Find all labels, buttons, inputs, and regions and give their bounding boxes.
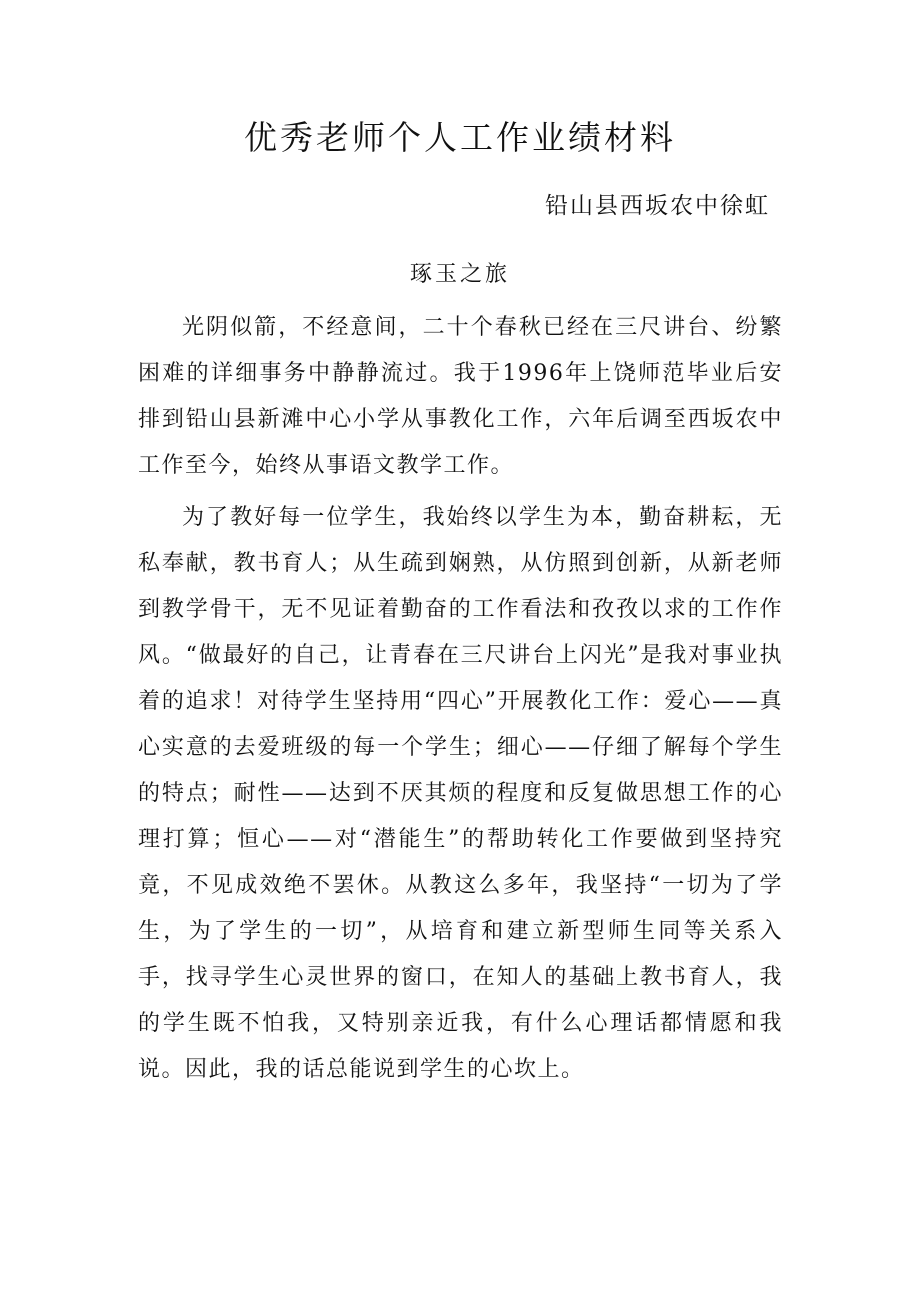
body-paragraph: 为了教好每一位学生，我始终以学生为本，勤奋耕耘，无私奉献，教书育人；从生疏到娴熟，从仿照到创新，从新老师到教学骨干，无不见证着勤奋的工作看法和孜孜以求的工作作风。“做最好的自己，让青春在三尺讲台上闪光”是我对事业执着的追求！对待学生坚持用“四心”开展教化工作：爱心——真心实意的去爱班级的每一个学生；细心——仔细了解每个学生的特点；耐性——达到不厌其烦的程度和反复做思想工作的心理打算；恒心——对“潜能生”的帮助转化工作要做到坚持究竟，不见成效绝不罢休。从教这么多年，我坚持“一切为了学生，为了学生的一切”，从培育和建立新型师生同等关系入手，找寻学生心灵世界的窗口，在知人的基础上教书育人，我的学生既不怕我，又特别亲近我，有什么心理话都情愿和我说。因此，我的话总能说到学生的心坎上。 — [138, 505, 783, 1082]
body-paragraph: 光阴似箭，不经意间，二十个春秋已经在三尺讲台、纷繁困难的详细事务中静静流过。我于1996年上饶师范毕业后安排到铅山县新滩中心小学从事教化工作，六年后调至西坂农中工作至今，始终从事语文教学工作。 — [138, 315, 783, 478]
document-subtitle: 琢玉之旅 — [409, 262, 510, 287]
document-author: 铅山县西坂农中徐虹 — [545, 193, 770, 219]
document-body — [138, 305, 783, 1093]
document-title: 优秀老师个人工作业绩材料 — [244, 118, 676, 157]
